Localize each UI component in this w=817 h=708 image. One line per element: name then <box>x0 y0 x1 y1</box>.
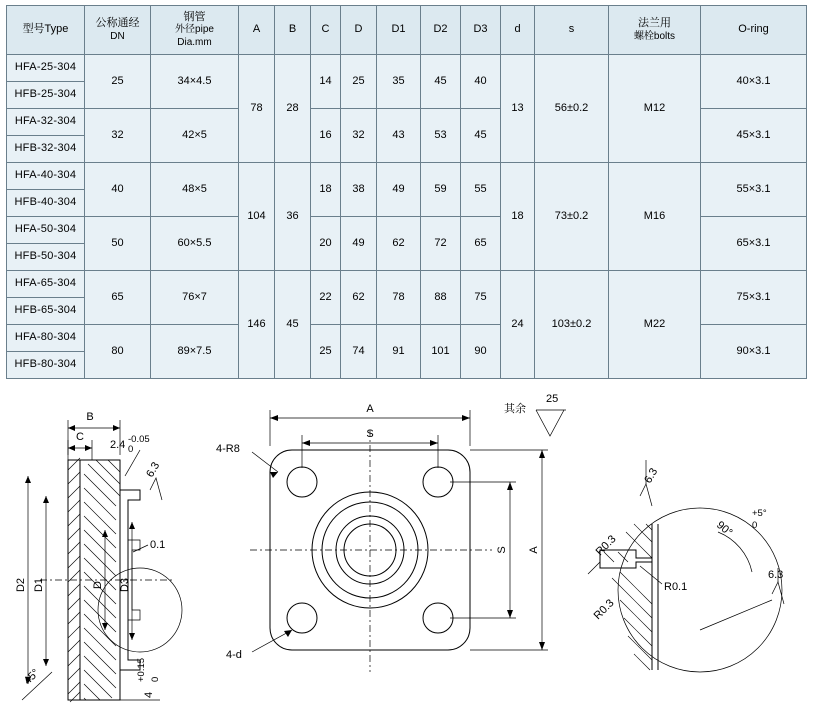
label-chamfer-upper: -0.05 <box>128 434 150 445</box>
cell-d1: 49 <box>377 163 421 217</box>
header-d3: D3 <box>461 6 501 55</box>
cell-a: 78 <box>239 55 275 163</box>
label-roughness-detail-b: 6.3 <box>768 569 784 581</box>
label-d: D <box>92 581 104 589</box>
label-c: C <box>76 431 84 443</box>
label-bottom-tol-lower: 0 <box>150 676 161 682</box>
label-angle-90-lower: 0 <box>752 520 758 531</box>
cell-dn: 32 <box>85 109 151 163</box>
cell-a: 146 <box>239 271 275 379</box>
label-surface-note: 其余 <box>504 403 526 415</box>
label-r01: R0.1 <box>664 581 688 593</box>
cell-oring: 45×3.1 <box>701 109 807 163</box>
label-s-top: S <box>366 428 374 440</box>
cell-d1: 78 <box>377 271 421 325</box>
cell-type: HFA-25-304 <box>7 55 85 82</box>
cell-dn: 65 <box>85 271 151 325</box>
cell-dn: 80 <box>85 325 151 379</box>
header-c: C <box>311 6 341 55</box>
label-roughness-section: 6.3 <box>144 460 163 480</box>
cell-dn: 40 <box>85 163 151 217</box>
cell-dn: 25 <box>85 55 151 109</box>
cell-c: 22 <box>311 271 341 325</box>
cell-bolts: M16 <box>609 163 701 271</box>
cell-d1: 35 <box>377 55 421 109</box>
cell-d: 49 <box>341 217 377 271</box>
technical-drawing-area <box>0 300 817 708</box>
cell-d2: 45 <box>421 55 461 109</box>
label-angle-45: 45° <box>21 666 42 688</box>
table-row <box>7 163 807 190</box>
header-pipe-dia: 钢管 外径pipe Dia.mm <box>151 6 239 55</box>
cell-small-d: 13 <box>501 55 535 163</box>
header-a: A <box>239 6 275 55</box>
cell-c: 16 <box>311 109 341 163</box>
cell-d3: 40 <box>461 55 501 109</box>
cell-oring: 55×3.1 <box>701 163 807 217</box>
label-roughness-detail-a: 6.3 <box>642 466 661 486</box>
cell-type: HFA-32-304 <box>7 109 85 136</box>
cell-a: 104 <box>239 163 275 271</box>
label-angle-90: 90° <box>714 519 735 539</box>
header-d: D <box>341 6 377 55</box>
label-bottom-tol: 4 <box>143 691 155 698</box>
cell-pipe: 34×4.5 <box>151 55 239 109</box>
label-r03-b: R0.3 <box>591 597 617 623</box>
label-chamfer-lower: 0 <box>128 444 134 455</box>
cell-pipe: 42×5 <box>151 109 239 163</box>
cell-type: HFB-25-304 <box>7 82 85 109</box>
table-header-row <box>7 6 807 55</box>
label-d1: D1 <box>33 577 45 593</box>
cell-d3: 75 <box>461 271 501 325</box>
cell-type: HFB-50-304 <box>7 244 85 271</box>
cell-small-d: 18 <box>501 163 535 271</box>
cell-d: 74 <box>341 325 377 379</box>
cell-bolts: M22 <box>609 271 701 379</box>
cell-d2: 72 <box>421 217 461 271</box>
surface-finish-note <box>504 393 566 436</box>
label-chamfer: 2.4 <box>110 439 126 451</box>
cell-s: 73±0.2 <box>535 163 609 271</box>
header-d1: D1 <box>377 6 421 55</box>
label-bottom-tol-upper: +0.15 <box>136 657 147 682</box>
table-row <box>7 55 807 82</box>
cell-d3: 55 <box>461 163 501 217</box>
label-a-right: A <box>528 546 540 554</box>
cell-d1: 43 <box>377 109 421 163</box>
label-d2: D2 <box>15 577 27 593</box>
label-corner-radius: 4-R8 <box>216 443 240 455</box>
cell-oring: 75×3.1 <box>701 271 807 325</box>
cell-b: 36 <box>275 163 311 271</box>
table-row <box>7 271 807 298</box>
header-b: B <box>275 6 311 55</box>
cell-b: 28 <box>275 55 311 163</box>
label-hole: 4-d <box>226 649 242 661</box>
cell-bolts: M12 <box>609 55 701 163</box>
label-angle-90-upper: +5° <box>752 508 767 519</box>
cell-d2: 59 <box>421 163 461 217</box>
cell-s: 103±0.2 <box>535 271 609 379</box>
cell-d: 25 <box>341 55 377 109</box>
cell-d2: 53 <box>421 109 461 163</box>
cell-oring: 90×3.1 <box>701 325 807 379</box>
cell-d1: 62 <box>377 217 421 271</box>
label-surface-value: 25 <box>546 393 559 405</box>
detail-view <box>588 460 784 672</box>
cell-c: 20 <box>311 217 341 271</box>
cell-oring: 40×3.1 <box>701 55 807 109</box>
cell-type: HFA-80-304 <box>7 325 85 352</box>
cell-small-d: 24 <box>501 271 535 379</box>
cell-type: HFA-40-304 <box>7 163 85 190</box>
cell-b: 45 <box>275 271 311 379</box>
cell-type: HFB-80-304 <box>7 352 85 379</box>
label-r03-a: R0.3 <box>593 533 619 559</box>
cell-d1: 91 <box>377 325 421 379</box>
header-type: 型号Type <box>7 6 85 55</box>
cell-d: 62 <box>341 271 377 325</box>
label-b: B <box>86 411 94 423</box>
cell-c: 14 <box>311 55 341 109</box>
cell-dn: 50 <box>85 217 151 271</box>
cell-type: HFB-40-304 <box>7 190 85 217</box>
header-oring: O-ring <box>701 6 807 55</box>
cell-oring: 65×3.1 <box>701 217 807 271</box>
cell-type: HFB-32-304 <box>7 136 85 163</box>
cell-d3: 65 <box>461 217 501 271</box>
cell-type: HFA-50-304 <box>7 217 85 244</box>
cell-c: 25 <box>311 325 341 379</box>
front-view <box>216 403 548 672</box>
cell-d3: 90 <box>461 325 501 379</box>
label-d3: D3 <box>119 577 131 593</box>
header-dn: 公称通经 DN <box>85 6 151 55</box>
cell-d: 32 <box>341 109 377 163</box>
cell-c: 18 <box>311 163 341 217</box>
cell-d2: 88 <box>421 271 461 325</box>
cell-pipe: 60×5.5 <box>151 217 239 271</box>
label-depth: 0.1 <box>150 539 166 551</box>
cell-type: HFA-65-304 <box>7 271 85 298</box>
section-view <box>15 411 182 702</box>
cell-pipe: 48×5 <box>151 163 239 217</box>
cell-type: HFB-65-304 <box>7 298 85 325</box>
cell-pipe: 76×7 <box>151 271 239 325</box>
header-small-d: d <box>501 6 535 55</box>
cell-s: 56±0.2 <box>535 55 609 163</box>
header-bolts: 法兰用 螺栓bolts <box>609 6 701 55</box>
cell-pipe: 89×7.5 <box>151 325 239 379</box>
cell-d2: 101 <box>421 325 461 379</box>
label-s-right: S <box>496 546 508 554</box>
header-s: s <box>535 6 609 55</box>
header-d2: D2 <box>421 6 461 55</box>
cell-d3: 45 <box>461 109 501 163</box>
label-a-top: A <box>366 403 374 415</box>
cell-d: 38 <box>341 163 377 217</box>
drawing-svg <box>0 300 817 708</box>
